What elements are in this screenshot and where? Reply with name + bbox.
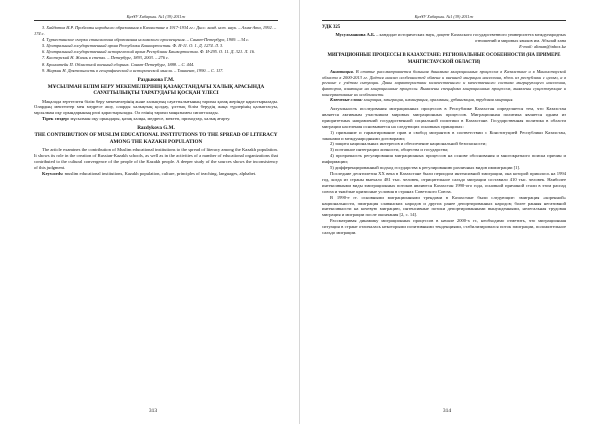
abstract <box>322 69 566 98</box>
kazakh-summary-text: Мақалада зерттелген білім беру мекемелерінің және халықтың сауаттылығының тарихы қазақ жерінде қарастырылады. Олардың мектептер мен медресе ашу, оларды халықтың қолдау, ұлттық білім берудің жаңа түрлерінің қалыптасуы, мұсылман оқу орындарының рөлі қарастырылады. Ол өзінің тарихи маңызымен сипатталады. <box>34 98 278 116</box>
email-label: E-mail: <box>519 43 533 49</box>
body-paragraph: 1) признание и гарантирование прав и свобод мигрантов в соответствии с Конституцией Республики Казахстан, законами и международными договорами; <box>322 129 566 141</box>
reference-item: 9. Жаркин Н. Деятельность в географической и исторической мысли. – Ташкент, 1990. – С. 117. <box>42 67 224 73</box>
body-paragraph: 2) защита национальных интересов и обеспечение национальной безопасности; <box>330 141 487 147</box>
reference-item: 6. Центральный государственный исторический архив Республики Башкортостан. Ф. И-295. О. 11. Д. 321. Л. 16. <box>42 49 256 55</box>
article-title: МИГРАЦИОННЫЕ ПРОЦЕССЫ В КАЗАХСТАНЕ: РЕГИОНАЛЬНЫЕ ОСОБЕННОСТИ (НА ПРИМЕРЕ МАНГИСТАУСКОЙ ОБЛАСТИ) <box>327 53 561 65</box>
reference-item: 4. Туркестанское очерки становления образования исламского просвещения. – Санкт-Петербург, 1909. – 34 с. <box>42 37 250 43</box>
body-paragraph: Рассматривая динамику миграционных процессов в начале 2000-х гг., необходимо отметить, что миграционная ситуация в стране отличалась некоторыми позитивными тенденциями, стабилизировался поток эмиграции, положительное сальдо миграции. <box>322 218 566 236</box>
english-summary-author: Razdykova G.M. <box>137 125 175 132</box>
kazakh-summary-author: Раздыкова Г.М. <box>137 76 175 83</box>
english-keywords <box>34 171 278 177</box>
body-paragraph: 5) дифференцированный подход государства к регулированию различных видов иммиграции [1]. <box>330 165 521 171</box>
running-header: ҚазҰУ Хабаршы. №1 (39) 2011ж <box>322 14 566 21</box>
author-info <box>322 32 566 49</box>
body-paragraph: 4) прозрачность регулирования миграционных процессов на основе обоснования и многократного поиска причин и информации; <box>322 153 566 165</box>
keywords <box>322 97 566 103</box>
keywords-label: Ключевые слова: <box>330 97 363 103</box>
reference-item: 8. Бронштейн П. Областной военный сборник. Санкт-Петербург, 1888. – С. 444. <box>42 61 195 67</box>
reference-list <box>34 25 278 74</box>
keywords-text: мұсылман оқу орындары, қазақ халқы, медресе, мектеп, приходтар, халық ағарту. <box>70 116 231 122</box>
kazakh-keywords <box>34 116 278 122</box>
abstract-label: Аннотация. <box>330 68 354 74</box>
body-paragraph: В 1990-е гг. основными миграционными трендами в Казахстане были следующие: эмиграция «коренной» национальности, эмиграция славянских народов и других ранее депортированных народов; более ранняя негативной интенсивности на кочевую миграцию, интенсивные потоки депортированными вынужденными, нелегальная трудовая миграция и миграции после окончания [2, с. 14]. <box>322 194 566 218</box>
keywords-text: muslim educational institutions, Kazakh population, culture, principles of teaching, languages, alphabet. <box>64 170 257 176</box>
kazakh-summary-title: МҰСЫЛМАН БІЛІМ БЕРУ МЕКЕМЕЛЕРІНІҢ ҚАЗАҚСТАНДАҒЫ ХАЛЫҚ АРАСЫНДА САУАТТЫЛЫҚТЫ ТАРАТУДАҒЫ ҚОСҚАН ҮЛЕСІ <box>47 83 265 97</box>
keywords-label: Keywords: <box>42 170 64 176</box>
right-page <box>300 0 600 424</box>
running-header: ҚазҰУ Хабаршы. №1 (39) 2011ж <box>34 14 278 21</box>
author-affiliation: – кандидат исторических наук, доцент Казахского государственного университета международных отношений и мировых языков им. Абылай хана <box>375 32 566 43</box>
reference-item: 5. Центральный государственный архив Республики Башкортостан. Ф. И-11. О. 1. Д. 1274. Л. 3. <box>42 43 224 49</box>
author-name: Мусульманова А.Б. <box>335 32 376 37</box>
english-summary-title: THE CONTRIBUTION OF MUSLIM EDUCATIONAL INSTITUTIONS TO THE SPREAD OF LITERACY AMONG THE KAZAKH POPULATION <box>34 132 278 145</box>
reference-item: 7. Кастерский Н. Жизнь в степях. – Петербург, 1893, 2003. – 276 с. <box>42 55 170 61</box>
keywords-label: Тірек сөздер: <box>42 116 70 122</box>
reference-item: 3. Хайдатов И.Р. Проблемы народного образования в Казахстане в 1917-1934 гг.: Дисс. канд. ист. наук. – Алма-Ата, 1992. – 174 с. <box>34 25 277 37</box>
body-paragraph: 3) поэтапное интеграции личности, общества и государства; <box>330 147 449 153</box>
page-number: 314 <box>442 408 452 414</box>
udc-code: УДК 325 <box>322 25 341 30</box>
body-paragraph: Последние десятилетия XX века в Казахстане были периодом интенсивной эмиграции, она которой пришлось на 1994 год, когда из страны выехало 481 тыс. человек, отрицательное сальдо миграции составило 410 тыс. человек. Наиболее интенсивными виды эмиграционных потоков являются Казахстан 1990-ого года, основной причиной стали в этом распад союза и тяжёлые кризисные условия в странах Советского Союза. <box>322 170 566 194</box>
keywords-text: миграция, эмиграция, иммиграция, оралманы, урбанизация, трудовая миграция. <box>362 97 514 103</box>
body-paragraph: Актуальность исследования миграционных процессов в Республике Казахстан определяется тем, что Казахстан является активным участником мировых миграционных процессов. Миграционная политика является одним из приоритетных направлений государственной социальной политики в Казахстане. Государственная политика в области миграции населения основывается на следующих основных принципах: <box>322 106 566 129</box>
page-number: 313 <box>148 408 158 414</box>
author-email: aliman@inbox.kz <box>532 43 566 49</box>
english-summary-text: The article examines the contribution of Muslim educational institutions to the spread of literacy among the Kazakh population. It shows its role in the creation of Russian-Kazakh schools, as well as in the activities of a number of educational organizations that contributed to the cultural convergence of the people of the Kazakh people. A deeper study of the sources shows the inconsistency of this judgment. <box>34 147 278 170</box>
abstract-text: В статье рассматривается большая динамика миграционных процессов в Казахстане и в Мангистауской области в 2000-2013 гг. Даётся анализ особенностей обмена и внешней миграции населения, здесь из республики с целью, а в регионе с учётом ситуации. Даны характеристики количественного и качественного состава мигрирующего населения, факторов, влияющих на миграционные процессы. Выявлены специфика миграционных процессов, выявлены существующие и консервативные их особенности. <box>322 68 566 97</box>
